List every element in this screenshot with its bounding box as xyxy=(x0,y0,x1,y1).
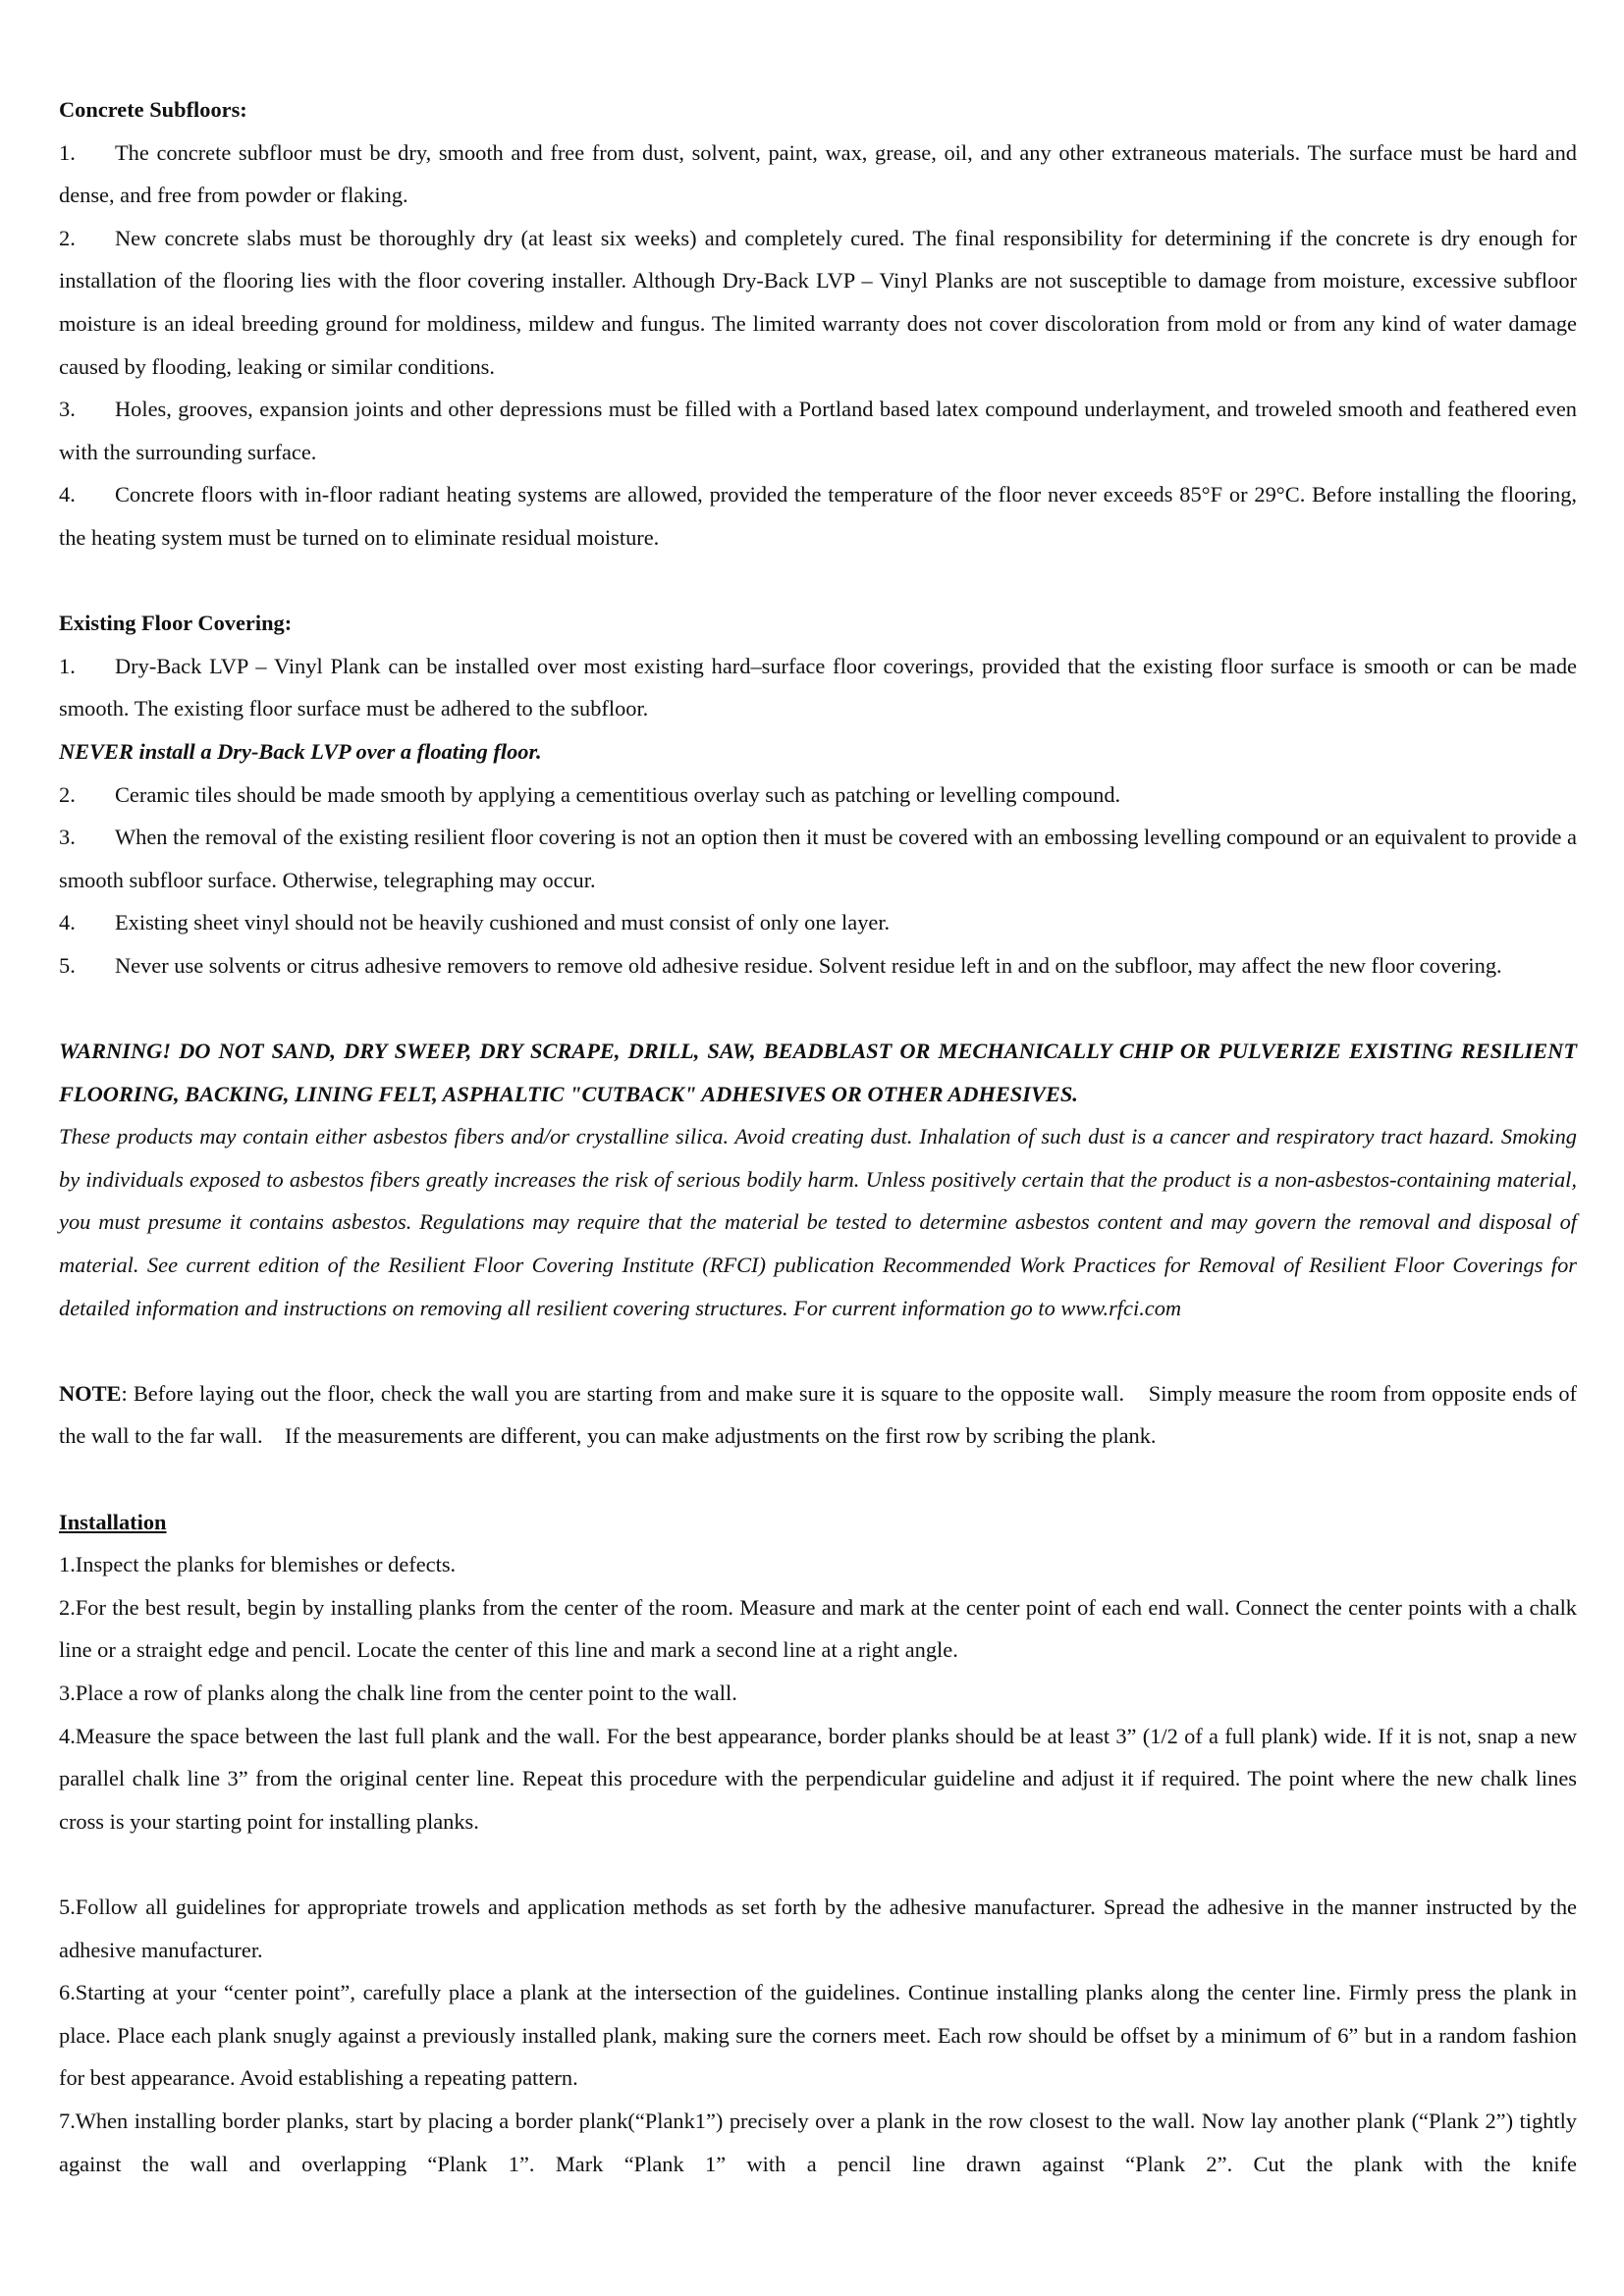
spacer xyxy=(59,560,1577,603)
spacer xyxy=(59,987,1577,1030)
installation-step-2: 2.For the best result, begin by installing planks from the center of the room. Measure and mark at the center point of each end wall. Connect the center points with a chalk line or a straight edge and pencil. Locate the center of this line and mark a second line at a right angle. xyxy=(59,1594,1577,1663)
installation-heading: Installation xyxy=(59,1509,167,1534)
spacer xyxy=(59,1842,1577,1886)
concrete-heading: Concrete Subfloors: xyxy=(59,97,247,122)
existing-item-2: 2. Ceramic tiles should be made smooth by applying a cementitious overlay such as patching or levelling compound. xyxy=(59,781,1121,807)
note-text: : Before laying out the floor, check the wall you are starting from and make sure it is square to the opposite wall. Simply measure the room from opposite ends of the wall to the far wall. If the measurements are different, you can make adjustments on the first row by scribing the plank. xyxy=(59,1380,1583,1449)
existing-item-5: 5. Never use solvents or citrus adhesive removers to remove old adhesive residue. Solvent residue left in and on the subfloor, may affect the new floor covering. xyxy=(59,952,1502,978)
installation-step-3: 3.Place a row of planks along the chalk line from the center point to the wall. xyxy=(59,1680,737,1705)
installation-step-7: 7.When installing border planks, start by placing a border plank(“Plank1”) precisely over a plank in the row closest to the wall. Now lay another plank (“Plank 2”) tightly against the wall and overlapping “Plank 1”. Mark “Plank 1” with a pencil line drawn against “Plank 2”. Cut the plank with the knife xyxy=(59,2108,1577,2176)
warning-heading: WARNING! DO NOT SAND, DRY SWEEP, DRY SCRAPE, DRILL, SAW, BEADBLAST OR MECHANICALLY CHIP OR PULVERIZE EXISTING RESILIENT FLOORING, BACKING, LINING FELT, ASPHALTIC "CUTBACK" ADHESIVES OR OTHER ADHESIVES. xyxy=(59,1039,1577,1106)
concrete-item-1: 1. The concrete subfloor must be dry, smooth and free from dust, solvent, paint, wax, grease, oil, and any other extraneous materials. The surface must be hard and dense, and free from powder or flaking. xyxy=(59,139,1577,208)
warning-body: These products may contain either asbestos fibers and/or crystalline silica. Avoid creating dust. Inhalation of such dust is a cancer and respiratory tract hazard. Smoking by individuals exposed to asbestos fibers greatly increases the risk of serious bodily harm. Unless positively certain that the product is a non-asbestos-containing material, you must presume it contains asbestos. Regulations may require that the material be tested to determine asbestos content and may govern the removal and disposal of material. See current edition of the Resilient Floor Covering Institute (RFCI) publication Recommended Work Practices for Removal of Resilient Floor Coverings for detailed information and instructions on removing all resilient covering structures. For current information go to www.rfci.com xyxy=(59,1124,1577,1320)
document-page xyxy=(59,88,1583,2185)
installation-step-4: 4.Measure the space between the last full plank and the wall. For the best appearance, border planks should be at least 3” (1/2 of a full plank) wide. If it is not, snap a new parallel chalk line 3” from the original center line. Repeat this procedure with the perpendicular guideline and adjust it if required. The point where the new chalk lines cross is your starting point for installing planks. xyxy=(59,1723,1577,1834)
installation-step-5: 5.Follow all guidelines for appropriate trowels and application methods as set forth by the adhesive manufacturer. Spread the adhesive in the manner instructed by the adhesive manufacturer. xyxy=(59,1894,1577,1962)
existing-item-1: 1. Dry-Back LVP – Vinyl Plank can be installed over most existing hard–surface floor coverings, provided that the existing floor surface is smooth or can be made smooth. The existing floor surface must be adhered to the subfloor. xyxy=(59,653,1577,721)
existing-heading: Existing Floor Covering: xyxy=(59,611,293,636)
existing-item-3: 3. When the removal of the existing resilient floor covering is not an option then it must be covered with an embossing levelling compound or an equivalent to provide a smooth subfloor surface. Otherwise, telegraphing may occur. xyxy=(59,825,1577,892)
installation-step-1: 1.Inspect the planks for blemishes or defects. xyxy=(59,1552,457,1577)
spacer xyxy=(59,1458,1577,1501)
note-paragraph xyxy=(59,1372,1583,1458)
never-floating-warning: NEVER install a Dry-Back LVP over a floating floor. xyxy=(59,738,542,764)
note-label: NOTE xyxy=(59,1380,122,1406)
concrete-item-3: 3. Holes, grooves, expansion joints and other depressions must be filled with a Portland based latex compound underlayment, and troweled smooth and feathered even with the surrounding surface. xyxy=(59,397,1577,464)
concrete-item-2: 2. New concrete slabs must be thoroughly dry (at least six weeks) and completely cured. The final responsibility for determining if the concrete is dry enough for installation of the flooring lies with the floor covering installer. Although Dry-Back LVP – Vinyl Planks are not susceptible to damage from moisture, excessive subfloor moisture is an ideal breeding ground for moldiness, mildew and fungus. The limited warranty does not cover discoloration from mold or from any kind of water damage caused by flooding, leaking or similar conditions. xyxy=(59,225,1577,379)
concrete-item-4: 4. Concrete floors with in-floor radiant heating systems are allowed, provided the temperature of the floor never exceeds 85°F or 29°C. Before installing the flooring, the heating system must be turned on to eliminate residual moisture. xyxy=(59,482,1577,550)
existing-item-4: 4. Existing sheet vinyl should not be heavily cushioned and must consist of only one layer. xyxy=(59,910,891,935)
installation-step-6: 6.Starting at your “center point”, carefully place a plank at the intersection of the guidelines. Continue installing planks along the center line. Firmly press the plank in place. Place each plank snugly against a previously installed plank, making sure the corners meet. Each row should be offset by a minimum of 6” but in a random fashion for best appearance. Avoid establishing a repeating pattern. xyxy=(59,1980,1577,2091)
spacer xyxy=(59,1329,1577,1372)
